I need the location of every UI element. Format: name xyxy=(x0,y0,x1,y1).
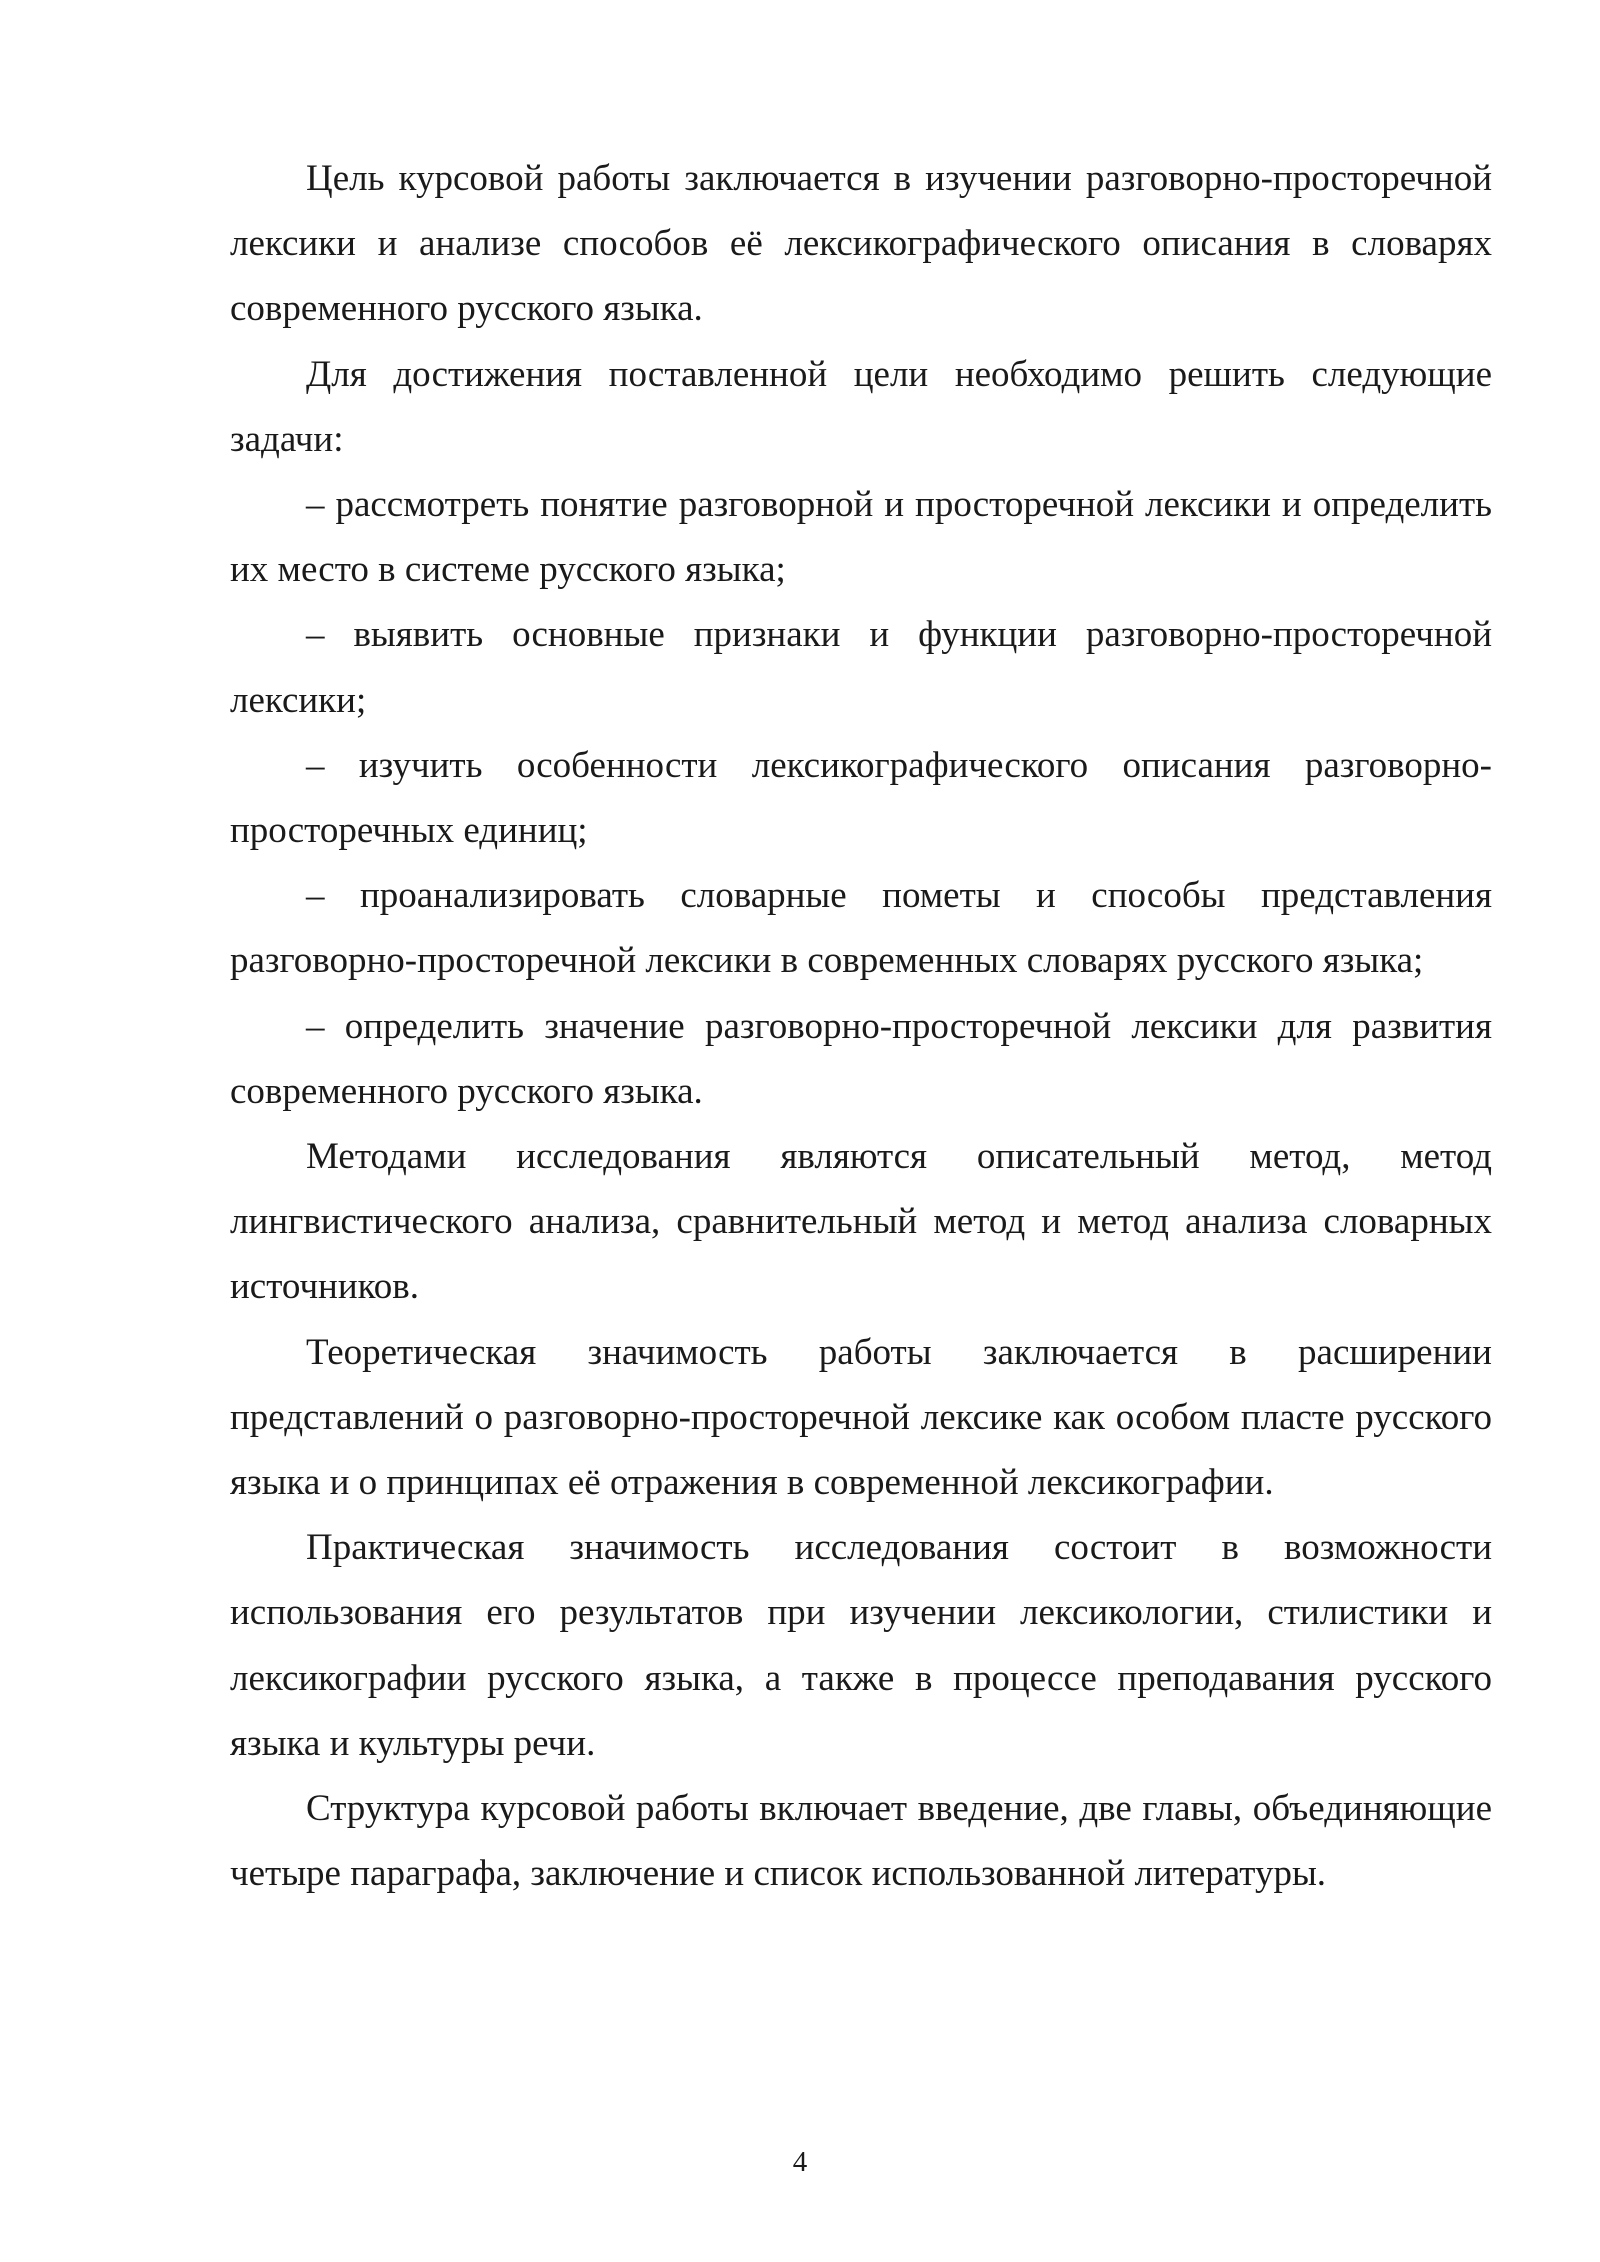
document-body xyxy=(230,146,1492,1906)
list-item-task-4: – проанализировать словарные пометы и способы представления разговорно-просторечной лексики в современных словарях русского языка; xyxy=(230,875,1492,982)
paragraph-goal: Цель курсовой работы заключается в изучении разговорно-просторечной лексики и анализе способов её лексикографического описания в словарях современного русского языка. xyxy=(230,158,1492,330)
paragraph-tasks-intro: Для достижения поставленной цели необходимо решить следующие задачи: xyxy=(230,353,1492,460)
list-item-task-1: – рассмотреть понятие разговорной и просторечной лексики и определить их место в системе русского языка; xyxy=(230,484,1492,591)
paragraph-structure: Структура курсовой работы включает введение, две главы, объединяющие четыре параграфа, заключение и список использованной литературы. xyxy=(230,1788,1492,1895)
list-item-task-5: – определить значение разговорно-просторечной лексики для развития современного русского языка. xyxy=(230,1005,1492,1112)
page-number: 4 xyxy=(792,2146,808,2178)
paragraph-practical-significance: Практическая значимость исследования состоит в возможности использования его результатов при изучении лексикологии, стилистики и лексикографии русского языка, а также в процессе преподавания русского языка и культуры речи. xyxy=(230,1527,1492,1764)
paragraph-theoretical-significance: Теоретическая значимость работы заключается в расширении представлений о разговорно-просторечной лексике как особом пласте русского языка и о принципах её отражения в современной лексикографии. xyxy=(230,1331,1492,1504)
list-item-task-3: – изучить особенности лексикографического описания разговорно-просторечных единиц; xyxy=(230,744,1492,852)
paragraph-methods: Методами исследования являются описательный метод, метод лингвистического анализа, сравнительный метод и метод анализа словарных источников. xyxy=(230,1136,1492,1308)
list-item-task-2: – выявить основные признаки и функции разговорно-просторечной лексики; xyxy=(230,614,1492,721)
